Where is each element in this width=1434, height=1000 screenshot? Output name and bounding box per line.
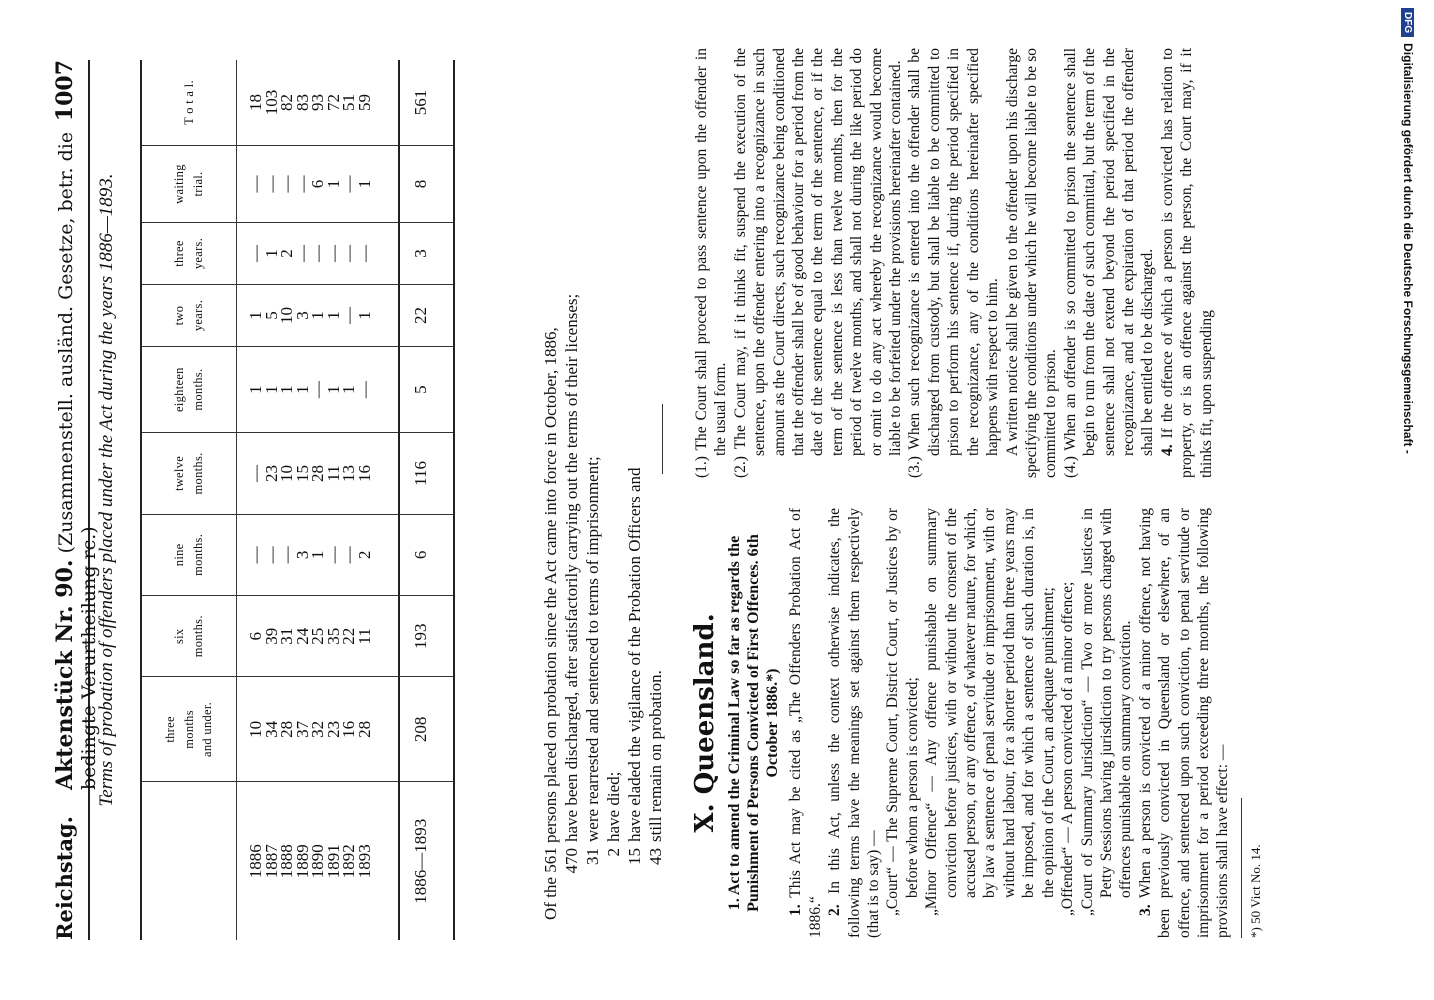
- value-cell: 1: [261, 385, 281, 394]
- value-cell: 10: [277, 464, 296, 482]
- value-cell: —: [308, 245, 327, 262]
- value-cell: 18: [246, 94, 265, 112]
- value-cell: —: [308, 381, 327, 399]
- column-header-line: months.: [191, 368, 205, 411]
- column-header-line: six: [172, 628, 187, 645]
- value-cell: —: [354, 381, 374, 399]
- value-cell: 2: [277, 249, 296, 258]
- value-cell: 1: [354, 179, 374, 189]
- value-cell: 10: [246, 720, 265, 738]
- left-column: [690, 508, 1265, 938]
- column-header: [141, 223, 237, 285]
- column-header-line: years.: [191, 299, 205, 332]
- definition-minor-offence: „Minor Offence“ — Any offence punishable on summary conviction before justices, with or without the consent of the accused person, or any offence, of whatever nature, for which, by law a sentence of penal servitude or imprisonment, with or without hard labour, for a shorter period than three years may be imposed, and for which a sentence of such duration is, in the opinion of the Court, an adequate punishment;: [923, 508, 1057, 916]
- column-header: [141, 347, 237, 433]
- year-cell: 1887: [261, 844, 281, 879]
- subsection-3: (3.) When such recognizance is entered into the offender shall be discharged from custody, but shall be liable to be committed to prison to perform his sentence if, during the period specified in the recognizance, any of the conditions hereinafter specified happens with respect to him.: [906, 48, 1002, 478]
- column-header: [141, 596, 237, 677]
- value-cell: 1: [323, 385, 343, 394]
- value-cell: —: [277, 546, 296, 564]
- section-title: X. Queensland.: [690, 613, 720, 833]
- column-header: [141, 782, 237, 940]
- value-cell: —: [339, 546, 358, 564]
- value-cell: 28: [277, 720, 296, 738]
- value-cell: 1: [323, 311, 343, 320]
- value-cell: 59: [354, 94, 374, 112]
- year-cell: 1886: [246, 844, 265, 879]
- value-cell: 3: [292, 311, 312, 320]
- value-cell: 35: [323, 627, 343, 645]
- value-cell: 2: [354, 550, 374, 560]
- value-column: [237, 596, 400, 677]
- header-title: [52, 121, 100, 790]
- value-cell: —: [246, 464, 265, 482]
- value-cell: 1: [246, 311, 265, 320]
- act-title: 1. Act to amend the Criminal Law so far as regards the Punishment of Persons Convicted of First Offences. 6th October 1886.*): [726, 534, 782, 912]
- value-cell: —: [339, 175, 358, 193]
- value-cell: 3: [292, 550, 312, 560]
- value-cell: 6: [308, 179, 327, 189]
- column-header-line: months.: [191, 533, 205, 576]
- value-cell: —: [323, 546, 343, 564]
- value-column: [237, 677, 400, 782]
- summary-item: [582, 60, 603, 920]
- value-cell: 11: [354, 628, 374, 645]
- value-cell: 103: [261, 89, 281, 116]
- value-cell: 39: [261, 627, 281, 645]
- value-cell: 1: [292, 385, 312, 394]
- value-cell: 24: [292, 627, 312, 645]
- total-cell: 8: [399, 146, 454, 223]
- totals-label: 1886—1893: [399, 782, 454, 940]
- value-column: [237, 146, 400, 223]
- value-cell: 72: [323, 94, 343, 112]
- page-number: 1007: [52, 60, 78, 122]
- value-cell: 5: [261, 311, 281, 320]
- column-header-line: nine: [172, 543, 187, 567]
- column-header-line: months.: [191, 615, 205, 658]
- summary-item: [645, 60, 666, 920]
- value-cell: 34: [261, 720, 281, 738]
- header-left: Reichstag.: [52, 816, 77, 940]
- year-column: [237, 782, 400, 940]
- value-cell: 1: [246, 385, 265, 394]
- paragraph-number: 3.: [1136, 904, 1154, 916]
- column-divider: [662, 404, 663, 474]
- column-header-line: twelve: [172, 455, 187, 492]
- total-cell: 5: [399, 347, 454, 433]
- value-cell: 1: [261, 249, 281, 258]
- value-cell: 16: [354, 464, 374, 482]
- summary-count: 470: [562, 848, 581, 874]
- summary-item: [624, 60, 645, 920]
- value-column: [237, 60, 400, 146]
- value-cell: 25: [308, 627, 327, 645]
- year-cell: 1892: [339, 844, 358, 879]
- total-cell: 3: [399, 223, 454, 285]
- column-header-line: three: [172, 240, 187, 267]
- value-cell: 1: [323, 179, 343, 189]
- summary-item: [603, 60, 624, 920]
- paragraph-number: 2.: [826, 904, 844, 916]
- value-cell: —: [323, 245, 343, 262]
- paragraph-number: 1.: [787, 904, 805, 916]
- table-caption: Terms of probation of offenders placed under the Act during the years 1886—1893.: [96, 173, 117, 807]
- value-column: [237, 433, 400, 514]
- column-header: [141, 433, 237, 514]
- column-header-line: and under.: [200, 701, 215, 757]
- definition-court-summary: „Court of Summary Jurisdiction“ — Two or more Justices in Petty Sessions having jurisdiction to try persons charged with offences punishable on summary conviction.: [1078, 508, 1135, 916]
- year-cell: 1888: [277, 844, 296, 879]
- year-cell: 1890: [308, 844, 327, 879]
- column-header: [141, 60, 237, 146]
- value-cell: 1: [277, 385, 296, 394]
- column-header: [141, 514, 237, 595]
- column-header-line: T o t a l.: [181, 80, 196, 125]
- value-cell: 6: [246, 632, 265, 641]
- paragraph-text: If the offence of which a person is convicted has relation to property, or is an offence against the person, the Court may, if it thinks fit, upon suspending: [1158, 47, 1215, 478]
- subsection-4: (4.) When an offender is so committed to prison the sentence shall begin to run from the date of such committal, but the term of the sentence shall not extend beyond the period specified in the recognizance, and at the expiration of that period the offender shall be entitled to be discharged.: [1061, 48, 1157, 478]
- value-cell: 32: [308, 720, 327, 738]
- definition-court: „Court“ — The Supreme Court, District Court, or Justices by or before whom a person is convicted;: [884, 508, 921, 916]
- total-cell: 208: [399, 677, 454, 782]
- column-header-line: months.: [191, 452, 205, 495]
- year-cell: 1893: [354, 844, 374, 879]
- value-cell: 28: [354, 720, 374, 738]
- subsection-1: (1.) The Court shall proceed to pass sentence upon the offender in the usual form.: [693, 48, 730, 478]
- summary-item: [561, 60, 582, 920]
- total-cell: 561: [399, 60, 454, 146]
- value-cell: 37: [292, 720, 312, 738]
- value-cell: 11: [323, 465, 343, 482]
- value-cell: 16: [339, 720, 358, 738]
- probation-summary: [540, 60, 666, 920]
- summary-count: 31: [583, 848, 602, 865]
- paragraph-text: In this Act, unless the context otherwise indicates, the following terms have the meanings set against them respectively (that is to say) —: [826, 508, 883, 938]
- year-cell: 1891: [323, 844, 343, 879]
- total-cell: 22: [399, 285, 454, 347]
- value-cell: 1: [308, 550, 327, 560]
- value-cell: 22: [339, 627, 358, 645]
- column-header-line: years.: [191, 237, 205, 270]
- footnote: *) 50 Vict No. 14.: [1241, 798, 1265, 938]
- year-cell: 1889: [292, 844, 312, 879]
- value-column: [237, 285, 400, 347]
- value-cell: 15: [292, 464, 312, 482]
- value-cell: 51: [339, 94, 358, 112]
- value-cell: —: [339, 307, 358, 324]
- paragraph-4: [1158, 48, 1216, 478]
- paragraph-1: [786, 508, 825, 938]
- table-totals-row: [399, 60, 454, 940]
- value-cell: 82: [277, 94, 296, 112]
- value-cell: —: [354, 245, 374, 262]
- value-cell: 23: [261, 464, 281, 482]
- summary-text: still remain on probation.: [646, 670, 665, 842]
- value-cell: —: [339, 245, 358, 262]
- column-header: [141, 146, 237, 223]
- right-column: [692, 48, 1216, 478]
- value-cell: 23: [323, 720, 343, 738]
- doc-number: Aktenstück Nr. 90.: [52, 559, 78, 791]
- running-header: [52, 60, 100, 940]
- value-column: [237, 514, 400, 595]
- value-cell: 1: [308, 311, 327, 320]
- summary-text: have been discharged, after satisfactorily carrying out the terms of their licenses;: [562, 293, 581, 842]
- value-cell: 28: [308, 464, 327, 482]
- table-header-row: [141, 60, 237, 940]
- value-cell: 83: [292, 94, 312, 112]
- paragraph-3: [1136, 508, 1233, 938]
- subsection-3-notice: A written notice shall be given to the offender upon his discharge specifying the conditions under which he will become liable to be so committed to prison.: [1003, 48, 1060, 478]
- column-header-line: waiting: [172, 164, 187, 204]
- definition-offender: „Offender“ — A person convicted of a minor offence;: [1059, 581, 1077, 916]
- value-cell: —: [277, 175, 296, 193]
- value-cell: 93: [308, 94, 327, 112]
- probation-table: [140, 60, 455, 940]
- summary-text: have died;: [604, 771, 623, 842]
- column-header: [141, 285, 237, 347]
- total-cell: 116: [399, 433, 454, 514]
- summary-text: have eladed the vigilance of the Probation Officers and: [625, 467, 644, 842]
- summary-text: were rearrested and sentenced to terms of imprisonment;: [583, 456, 602, 842]
- total-cell: 6: [399, 514, 454, 595]
- paragraph-2: [825, 508, 883, 938]
- value-cell: —: [292, 175, 312, 193]
- column-header-line: eighteen: [172, 367, 187, 413]
- paragraph-number: 4.: [1158, 444, 1176, 456]
- stamp-text: Digitalisierung gefördert durch die Deutsche Forschungsgemeinschaft -: [1401, 43, 1415, 454]
- summary-list: [561, 60, 666, 920]
- paragraph-text: This Act may be cited as „The Offenders Probation Act of 1886.“: [787, 508, 824, 938]
- summary-count: 15: [625, 848, 644, 865]
- value-cell: —: [292, 245, 312, 262]
- value-cell: —: [246, 245, 265, 262]
- value-cell: 13: [339, 464, 358, 482]
- summary-count: 2: [604, 848, 623, 857]
- dfg-logo: DFG: [1402, 8, 1415, 37]
- subsection-2: (2.) The Court may, if it thinks fit, suspend the execution of the sentence, upon the offender entering into a recognizance in such amount as the Court directs, such recognizance being conditioned that the offender shall be of good behaviour for a period from the date of the sentence equal to the term of the sentence, or if the term of the sentence is less than twelve months, then for the period of twelve months, and shall not during the like period do or omit to do any act whereby the recognizance would become liable to be forfeited under the provisions hereinafter contained.: [731, 48, 905, 478]
- column-header-line: months: [181, 710, 196, 749]
- paragraph-text: When a person is convicted of a minor offence, not having been previously convicted in Queensland or elsewhere, of an offence, and sentenced upon such conviction, to penal servitude or imprisonment for a period exceeding three months, the following provisions shall have effect: —: [1136, 508, 1232, 938]
- value-cell: —: [246, 175, 265, 193]
- summary-count: 43: [646, 848, 665, 865]
- value-cell: 1: [354, 311, 374, 320]
- value-column: [237, 347, 400, 433]
- value-cell: —: [261, 546, 281, 564]
- value-cell: —: [246, 546, 265, 564]
- value-column: [237, 223, 400, 285]
- value-cell: —: [261, 175, 281, 193]
- column-header: [141, 677, 237, 782]
- column-header-line: two: [172, 305, 187, 326]
- column-header-line: three: [162, 716, 177, 743]
- value-cell: 31: [277, 627, 296, 645]
- value-cell: 10: [277, 307, 296, 324]
- table-body-row: [237, 60, 400, 940]
- value-cell: 1: [339, 385, 358, 394]
- column-header-line: trial.: [191, 171, 205, 197]
- header-subtitle: (Zusammenstell. ausländ. Gesetze, betr. die bedingte Verurtheilung rc.): [55, 131, 100, 791]
- summary-lead: Of the 561 persons placed on probation since the Act came into force in October, 1886,: [541, 327, 560, 920]
- total-cell: 193: [399, 596, 454, 677]
